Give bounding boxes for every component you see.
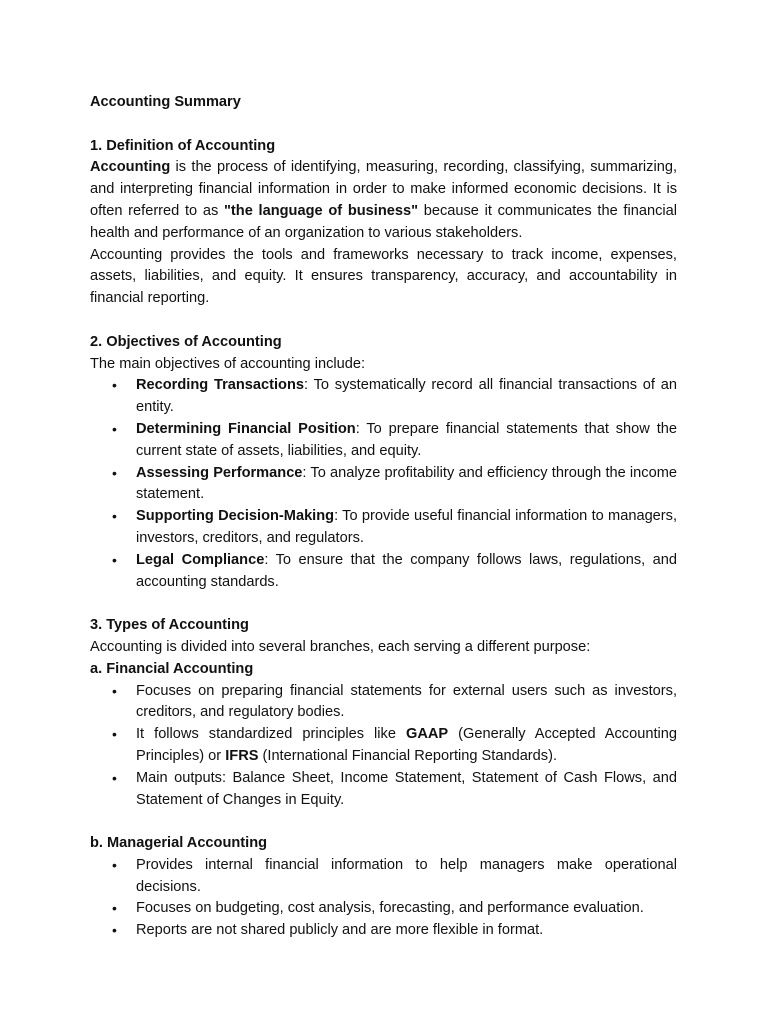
objectives-list [90, 375, 677, 593]
text-segment: (International Financial Reporting Standards). [258, 747, 557, 764]
section-heading-types: 3. Types of Accounting [90, 617, 249, 634]
list-item-text: : To analyze profitability and efficiency through the income statement. [136, 464, 677, 503]
list-item [90, 419, 677, 463]
list-item-text: Reports are not shared publicly and are more flexible in format. [136, 922, 544, 939]
list-item-term: Assessing Performance [136, 464, 303, 481]
bullet-icon: • [112, 682, 117, 699]
list-item-text: : To systematically record all financial transactions of an entity. [136, 377, 677, 416]
paragraph-types-intro: Accounting is divided into several branches, each serving a different purpose: [90, 638, 591, 655]
text-segment: It follows standardized principles like [136, 726, 406, 743]
list-item-text: : To provide useful financial information to managers, investors, creditors, and regulators. [136, 508, 678, 546]
managerial-accounting-list [90, 855, 677, 942]
paragraph-definition [90, 157, 677, 244]
term-accounting: Accounting [90, 159, 171, 176]
list-item-text: : To prepare financial statements that show the current state of assets, liabilities, and equity. [136, 420, 677, 459]
list-item [90, 768, 677, 812]
list-item [90, 375, 677, 419]
list-item [90, 920, 677, 942]
list-item-term: Determining Financial Position [136, 420, 356, 437]
list-item-term: Legal Compliance [136, 551, 265, 568]
list-item [90, 681, 677, 725]
spacer [90, 593, 677, 615]
bullet-icon: • [112, 900, 117, 917]
bullet-icon: • [112, 420, 117, 437]
document-title: Accounting Summary [90, 94, 241, 110]
spacer [90, 811, 677, 833]
subsection-heading-managerial: b. Managerial Accounting [90, 835, 268, 852]
list-item-text: : To ensure that the company follows laws, regulations, and accounting standards. [136, 551, 677, 590]
bullet-icon: • [112, 769, 117, 786]
bullet-icon: • [112, 464, 117, 481]
term-ifrs: IFRS [225, 747, 259, 764]
list-item [90, 855, 677, 899]
text-segment: is the process of identifying, measuring, recording, classifying, summarizing, and interpreting financial information in order to make informed economic decisions. It is often referred to as [90, 159, 677, 219]
section-heading-definition: 1. Definition of Accounting [90, 137, 276, 154]
spacer [90, 310, 677, 332]
text-segment: (Generally Accepted Accounting Principles) or [136, 726, 677, 764]
bullet-icon: • [112, 551, 117, 568]
list-item-text: Main outputs: Balance Sheet, Income Statement, Statement of Cash Flows, and Statement of Changes in Equity. [136, 769, 677, 808]
bullet-icon: • [112, 377, 117, 394]
term-gaap: GAAP [405, 726, 449, 743]
subsection-heading-financial: a. Financial Accounting [90, 660, 254, 677]
document-body [90, 92, 677, 942]
list-item-term: Supporting Decision-Making [136, 508, 335, 525]
list-item [90, 898, 677, 920]
term-language-of-business: "the language of business" [224, 202, 418, 219]
list-item [90, 506, 677, 550]
bullet-icon: • [112, 508, 117, 525]
list-item [90, 550, 677, 594]
bullet-icon: • [112, 922, 117, 939]
paragraph-tools: Accounting provides the tools and frameworks necessary to track income, expenses, assets, liabilities, and equity. It ensures transparency, accuracy, and accountability in financial reporting. [90, 246, 677, 307]
list-item-term: Recording Transactions [136, 377, 304, 394]
list-item-text: Focuses on budgeting, cost analysis, forecasting, and performance evaluation. [136, 900, 644, 917]
text-segment: because it communicates the financial health and performance of an organization to various stakeholders. [90, 202, 677, 241]
list-item [90, 463, 677, 507]
bullet-icon: • [112, 856, 117, 873]
section-heading-objectives: 2. Objectives of Accounting [90, 333, 282, 350]
list-item-text: Provides internal financial information to help managers make operational decisions. [136, 856, 677, 895]
paragraph-objectives-intro: The main objectives of accounting include: [90, 355, 366, 372]
bullet-icon: • [112, 726, 117, 743]
financial-accounting-list [90, 681, 677, 812]
list-item-text: Focuses on preparing financial statements for external users such as investors, creditors, and regulatory bodies. [136, 682, 677, 721]
list-item [90, 724, 677, 768]
